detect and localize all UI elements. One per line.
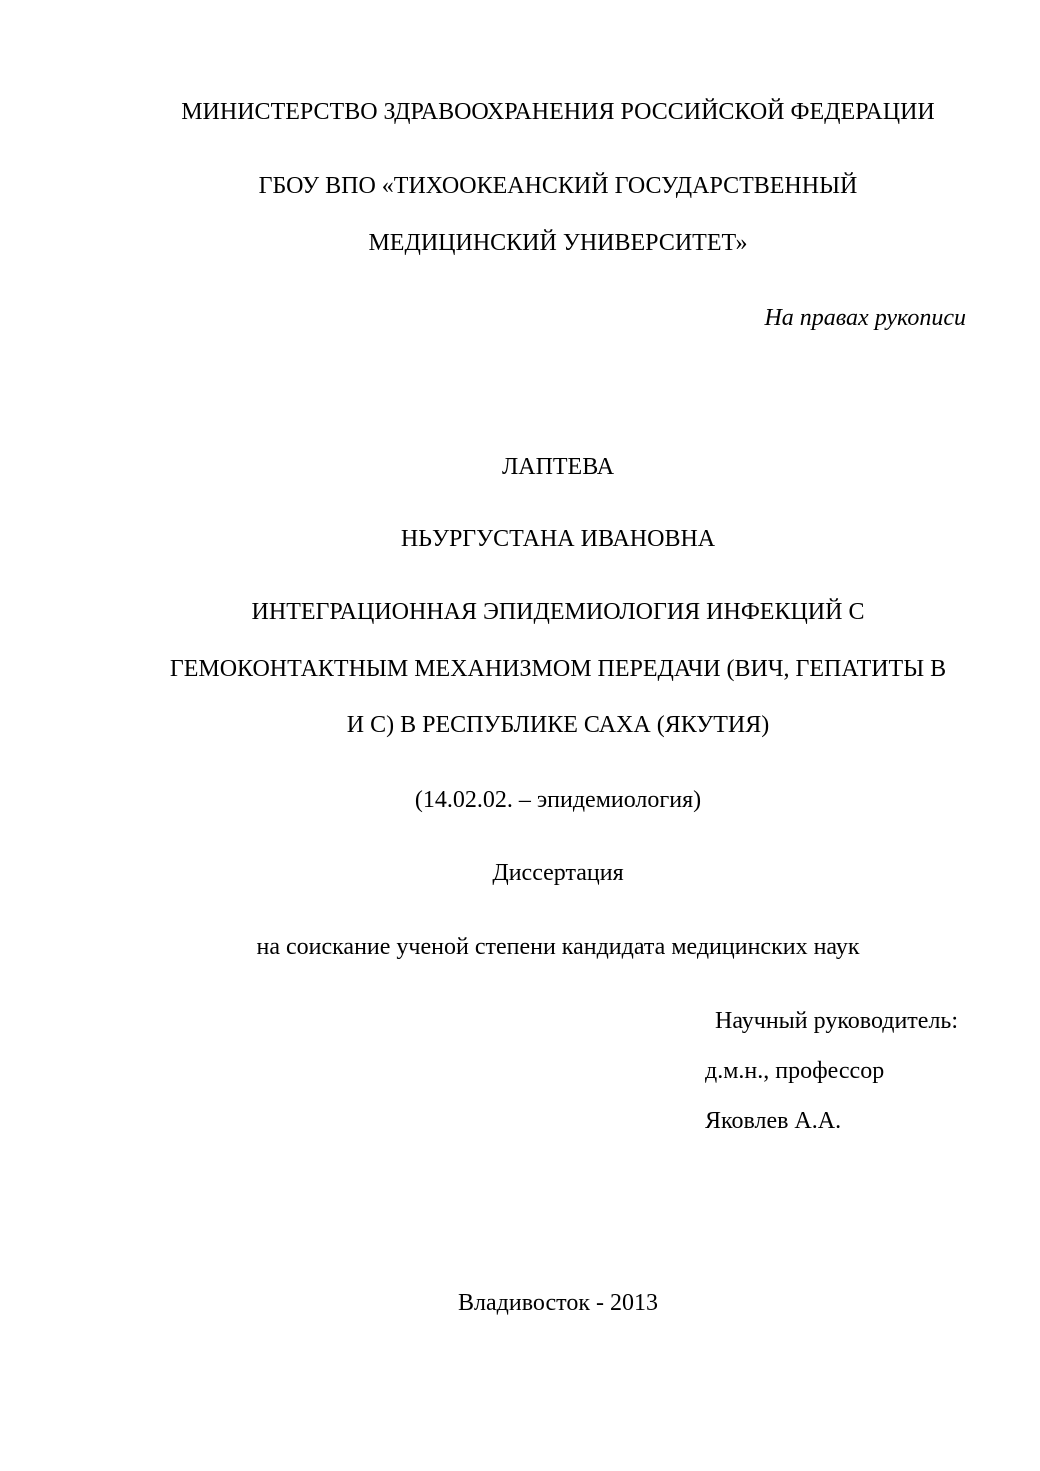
thesis-title-line2: ГЕМОКОНТАКТНЫМ МЕХАНИЗМОМ ПЕРЕДАЧИ (ВИЧ, ГЕПАТИТЫ В	[169, 656, 947, 682]
thesis-title-line1: ИНТЕГРАЦИОННАЯ ЭПИДЕМИОЛОГИЯ ИНФЕКЦИЙ С	[251, 599, 865, 625]
author-surname: ЛАПТЕВА	[501, 454, 615, 480]
city-year: Владивосток - 2013	[458, 1290, 658, 1316]
degree-statement: на соискание ученой степени кандидата медицинских наук	[256, 934, 860, 960]
manuscript-note: На правах рукописи	[764, 305, 966, 331]
supervisor-label: Научный руководитель:	[715, 1008, 959, 1034]
work-type: Диссертация	[492, 860, 624, 886]
university-name-line1: ГБОУ ВПО «ТИХООКЕАНСКИЙ ГОСУДАРСТВЕННЫЙ	[258, 173, 858, 199]
thesis-title-line3: И С) В РЕСПУБЛИКЕ САХА (ЯКУТИЯ)	[346, 712, 770, 738]
supervisor-rank: д.м.н., профессор	[705, 1058, 885, 1084]
ministry-heading: МИНИСТЕРСТВО ЗДРАВООХРАНЕНИЯ РОССИЙСКОЙ ФЕДЕРАЦИИ	[181, 99, 935, 125]
university-name-line2: МЕДИЦИНСКИЙ УНИВЕРСИТЕТ»	[368, 230, 748, 256]
supervisor-name: Яковлев А.А.	[705, 1108, 842, 1134]
author-given-names: НЬУРГУСТАНА ИВАНОВНА	[400, 526, 716, 552]
specialty-code: (14.02.02. – эпидемиология)	[414, 787, 702, 813]
